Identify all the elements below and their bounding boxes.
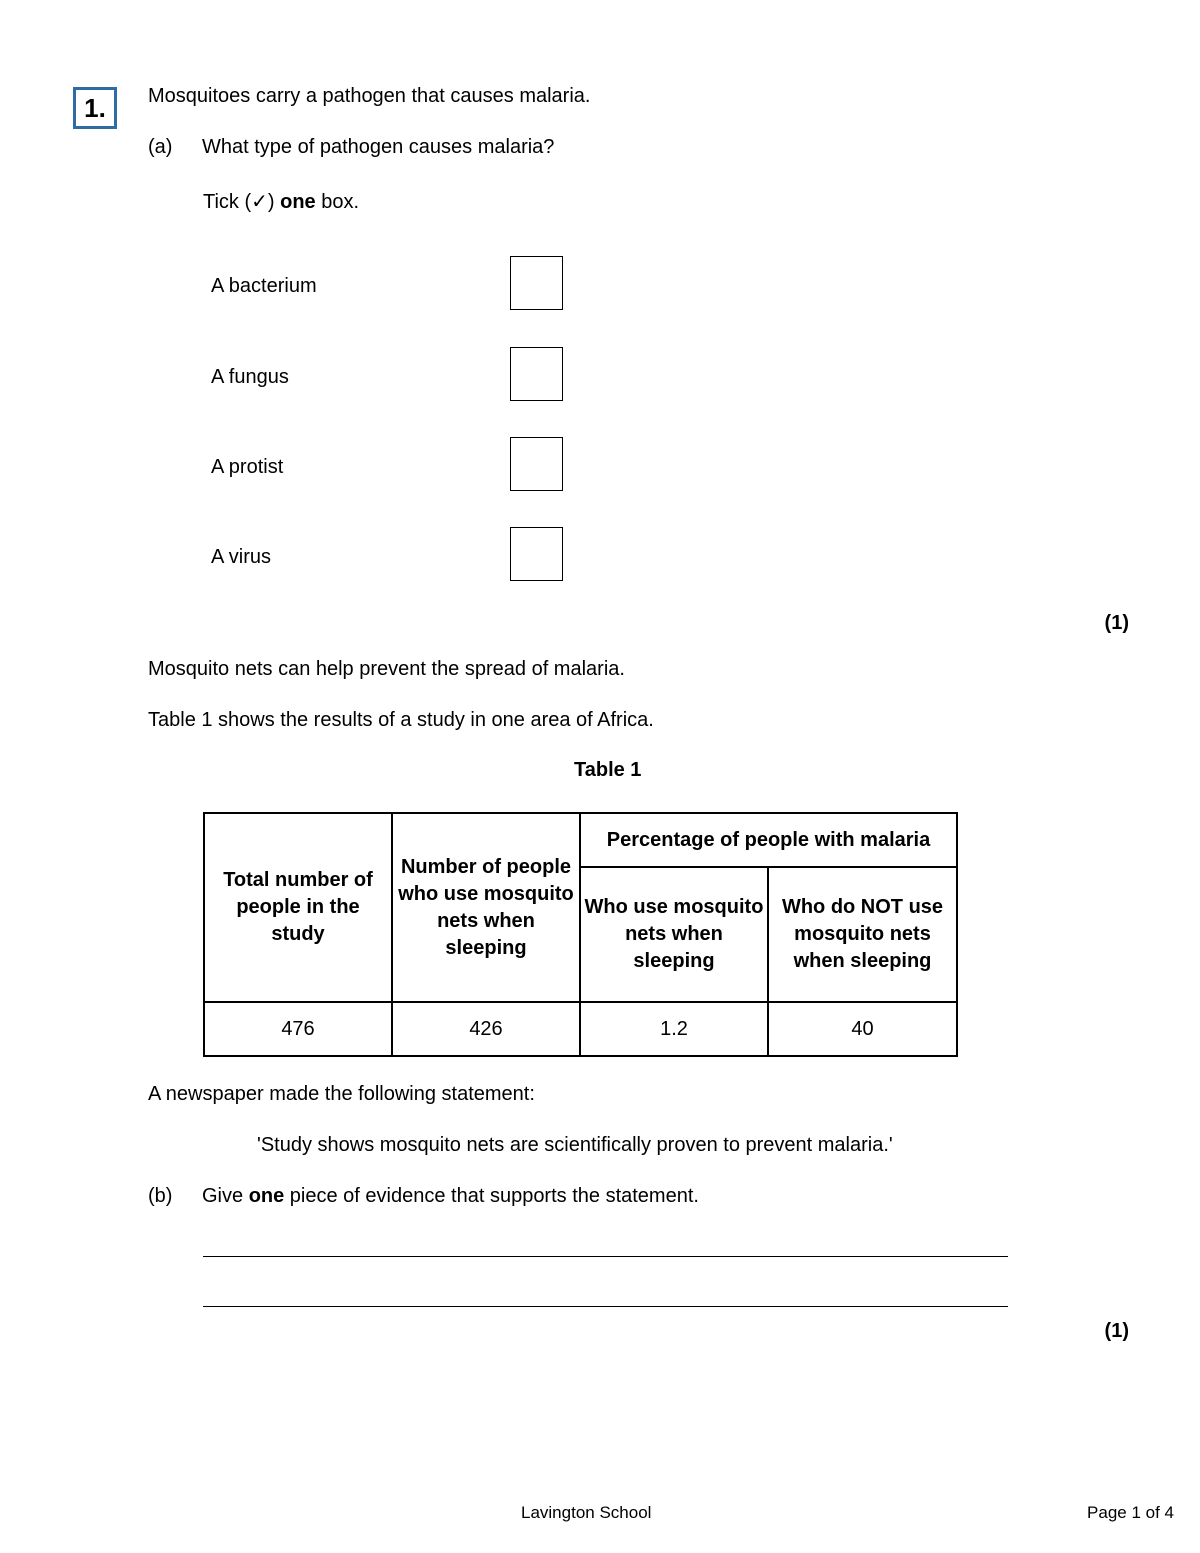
cell-percent-without-nets: 40 <box>768 1002 957 1056</box>
statement-intro: A newspaper made the following statement: <box>148 1083 535 1105</box>
context-nets: Mosquito nets can help prevent the spread of malaria. <box>148 658 625 680</box>
tick-instruction-post: box. <box>315 191 360 213</box>
header-total-people: Total number of people in the study <box>204 813 392 1002</box>
header-without-nets: Who do NOT use mosquito nets when sleeping <box>768 867 957 1002</box>
context-table: Table 1 shows the results of a study in one area of Africa. <box>148 709 654 731</box>
part-b-question <box>202 1185 699 1208</box>
tick-box-protist[interactable] <box>510 437 563 491</box>
part-a-label: (a) <box>148 136 173 158</box>
option-label-protist: A protist <box>211 456 284 478</box>
footer-school: Lavington School <box>521 1503 652 1522</box>
header-people-using-nets: Number of people who use mosquito nets when sleeping <box>392 813 580 1002</box>
tick-instruction-bold: one <box>280 191 316 213</box>
question-number: 1. <box>73 87 117 129</box>
footer-page-number: Page 1 of 4 <box>1087 1503 1174 1522</box>
tick-box-fungus[interactable] <box>510 347 563 401</box>
option-label-fungus: A fungus <box>211 366 289 388</box>
part-a-marks: (1) <box>1104 612 1129 634</box>
tick-box-bacterium[interactable] <box>510 256 563 310</box>
option-label-virus: A virus <box>211 546 272 568</box>
answer-line-1[interactable] <box>203 1256 1008 1257</box>
cell-total-people: 476 <box>204 1002 392 1056</box>
tick-box-virus[interactable] <box>510 527 563 581</box>
part-b-marks: (1) <box>1104 1320 1129 1342</box>
part-b-question-bold: one <box>248 1185 285 1207</box>
question-intro: Mosquitoes carry a pathogen that causes malaria. <box>148 85 591 107</box>
tick-instruction <box>203 189 359 214</box>
newspaper-statement: 'Study shows mosquito nets are scientifically proven to prevent malaria.' <box>257 1134 893 1156</box>
header-percentage-malaria: Percentage of people with malaria <box>580 813 957 867</box>
answer-line-2[interactable] <box>203 1306 1008 1307</box>
results-table <box>203 812 958 1057</box>
part-b-question-pre: Give <box>202 1185 249 1207</box>
cell-percent-with-nets: 1.2 <box>580 1002 768 1056</box>
part-b-question-post: piece of evidence that supports the statement. <box>284 1185 699 1207</box>
option-label-bacterium: A bacterium <box>211 275 317 297</box>
tick-instruction-pre: Tick (✓) <box>203 191 281 213</box>
part-a-question: What type of pathogen causes malaria? <box>202 136 555 158</box>
table-title: Table 1 <box>574 759 642 781</box>
header-with-nets: Who use mosquito nets when sleeping <box>580 867 768 1002</box>
cell-people-using-nets: 426 <box>392 1002 580 1056</box>
part-b-label: (b) <box>148 1185 173 1207</box>
